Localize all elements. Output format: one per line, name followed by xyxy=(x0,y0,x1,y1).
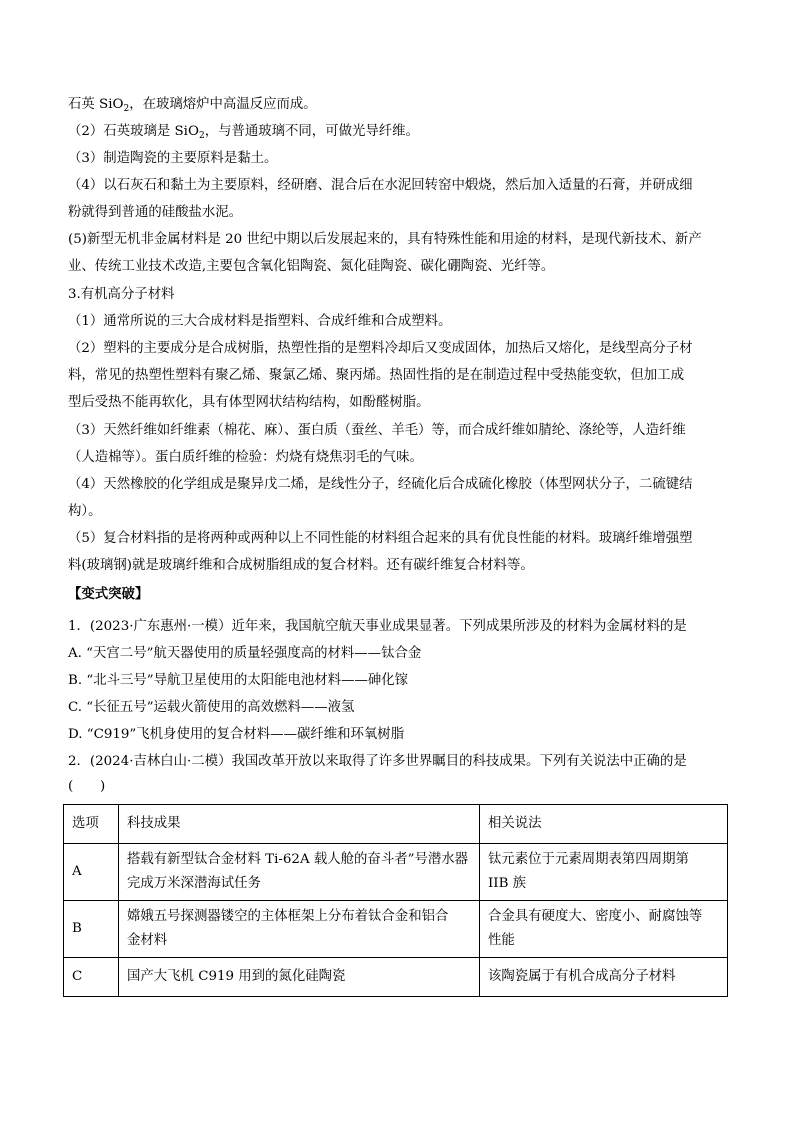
paragraph-line: （人造棉等）。蛋白质纤维的检验：灼烧有烧焦羽毛的气味。 xyxy=(68,450,423,465)
statement-cell: 合金具有硬度大、密度小、耐腐蚀等 性能 xyxy=(480,901,728,958)
paragraph-line: 石英 SiO$_2$，在玻璃熔炉中高温反应而成。 xyxy=(68,97,317,114)
paragraph-line: (5)新型无机非金属材料是 20 世纪中期以后发展起来的，具有特殊性能和用途的材料，是现代新技术、新产 xyxy=(68,232,702,247)
question-1-option-c: C. “长征五号”运载火箭使用的高效燃料——液氢 xyxy=(68,700,355,715)
paragraph-line: 型后受热不能再软化，具有体型网状结构结构，如酚醛树脂。 xyxy=(68,395,430,410)
question-1-option-b: B. “北斗三号”导航卫星使用的太阳能电池材料——砷化镓 xyxy=(68,673,409,688)
paragraph-line: （2）塑料的主要成分是合成树脂，热塑性指的是塑料冷却后又变成固体，加热后又熔化，是线型高分子材 xyxy=(68,341,693,356)
option-cell: A xyxy=(64,844,119,901)
practice-heading: 【变式突破】 xyxy=(68,586,149,602)
table-row xyxy=(64,844,728,901)
table-header-cell: 选项 xyxy=(64,805,119,844)
section-heading: 3.有机高分子材料 xyxy=(68,287,175,302)
answer-blank: ( ) xyxy=(68,779,106,794)
paragraph-line: （3）天然纤维如纤维素（棉花、麻）、蛋白质（蚕丝、羊毛）等，而合成纤维如腈纶、涤纶等，人造纤维 xyxy=(68,423,686,438)
paragraph-line: （1）通常所说的三大合成材料是指塑料、合成纤维和合成塑料。 xyxy=(68,314,452,329)
paragraph-line: （2）石英玻璃是 SiO$_2$，与普通玻璃不同，可做光导纤维。 xyxy=(68,124,419,141)
options-table xyxy=(63,804,728,997)
table-header-row xyxy=(64,805,728,844)
achievement-cell: 嫦娥五号探测器镂空的主体框架上分布着钛合金和铝合 金材料 xyxy=(119,901,480,958)
option-cell: B xyxy=(64,901,119,958)
statement-cell: 该陶瓷属于有机合成高分子材料 xyxy=(480,958,728,997)
statement-cell: 钛元素位于元素周期表第四周期第 IIB 族 xyxy=(480,844,728,901)
paragraph-line: （5）复合材料指的是将两种或两种以上不同性能的材料组合起来的具有优良性能的材料。玻璃纤维增强塑 xyxy=(68,531,693,546)
paragraph-line: （4）天然橡胶的化学组成是聚异戊二烯，是线性分子，经硫化后合成硫化橡胶（体型网状分子，二硫键结 xyxy=(68,477,693,492)
paragraph-line: 粉就得到普通的硅酸盐水泥。 xyxy=(68,205,243,220)
question-1-stem: 1．(2023·广东惠州·一模）近年来，我国航空航天事业成果显著。下列成果所涉及的材料为金属材料的是 xyxy=(68,619,687,634)
paragraph-line: （4）以石灰石和黏土为主要原料，经研磨、混合后在水泥回转窑中煅烧，然后加入适量的石膏，并研成细 xyxy=(68,178,693,193)
achievement-cell: 国产大飞机 C919 用到的氮化硅陶瓷 xyxy=(119,958,480,997)
question-2-stem: 2．(2024·吉林白山·二模）我国改革开放以来取得了许多世界瞩目的科技成果。下列有关说法中正确的是 xyxy=(68,754,687,769)
table-header-cell: 科技成果 xyxy=(119,805,480,844)
paragraph-line: 料，常见的热塑性塑料有聚乙烯、聚氯乙烯、聚丙烯。热固性指的是在制造过程中受热能变软，但加工成 xyxy=(68,368,684,383)
table-header-cell: 相关说法 xyxy=(480,805,728,844)
achievement-cell: 搭载有新型钛合金材料 Ti-62A 载人舱的奋斗者”号潜水器 完成万米深潜海试任务 xyxy=(119,844,480,901)
paragraph-line: 构）。 xyxy=(68,504,102,519)
table-row xyxy=(64,901,728,958)
question-1-option-a: A. “天宫二号”航天器使用的质量轻强度高的材料——钛合金 xyxy=(68,646,422,661)
table-row xyxy=(64,958,728,997)
paragraph-line: 料(玻璃钢)就是玻璃纤维和合成树脂组成的复合材料。还有碳纤维复合材料等。 xyxy=(68,558,534,573)
paragraph-line: 业、传统工业技术改造,主要包含氧化铝陶瓷、氮化硅陶瓷、碳化硼陶瓷、光纤等。 xyxy=(68,259,555,274)
option-cell: C xyxy=(64,958,119,997)
paragraph-line: （3）制造陶瓷的主要原料是黏土。 xyxy=(68,151,278,166)
question-1-option-d: D. “C919”飞机身使用的复合材料——碳纤维和环氧树脂 xyxy=(68,727,405,742)
